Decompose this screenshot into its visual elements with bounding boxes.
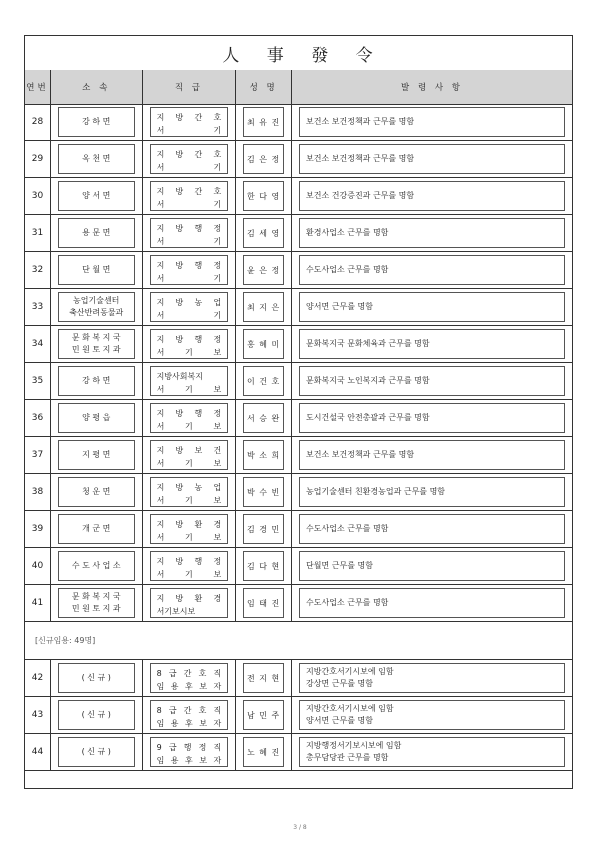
person-name: 이 건 호	[246, 376, 281, 386]
table-row	[25, 326, 572, 363]
name-box	[243, 329, 284, 359]
order-box	[299, 588, 565, 618]
row-name	[236, 511, 292, 547]
department-line: 민 원 토 지 과	[71, 604, 121, 613]
department-box	[58, 107, 135, 137]
order-box	[299, 700, 565, 730]
order-line: 수도사업소 근무를 명함	[306, 524, 389, 533]
order-box	[299, 403, 565, 433]
grade-line: 지 방 환 경	[156, 594, 222, 603]
grade-line: 서 기 보	[156, 422, 222, 431]
department-line: ( 신 규 )	[81, 673, 111, 682]
row-department	[51, 326, 143, 362]
row-grade	[143, 660, 237, 696]
grade-line: 임 용 후 보 자	[156, 756, 222, 765]
row-grade	[143, 252, 237, 288]
order-line: 지방간호서기시보에 임함	[306, 704, 394, 713]
row-name	[236, 660, 292, 696]
row-number: 34	[25, 326, 51, 362]
grade-line: 지방사회복지	[156, 372, 203, 381]
row-name	[236, 697, 292, 733]
grade-line: 지 방 농 업	[156, 298, 222, 307]
grade-line: 지 방 간 호	[156, 187, 222, 196]
row-number: 39	[25, 511, 51, 547]
grade-box	[150, 144, 229, 174]
row-order	[292, 734, 572, 770]
department-box	[58, 737, 135, 767]
order-line: 양서면 근무를 명함	[306, 716, 373, 725]
person-name: 김 은 정	[246, 154, 281, 164]
row-department	[51, 252, 143, 288]
row-department	[51, 585, 143, 621]
document-title: 人 事 發 令	[25, 36, 572, 71]
department-box	[58, 551, 135, 581]
table-row	[25, 511, 572, 548]
department-line: 단 월 면	[82, 265, 111, 274]
grade-box	[150, 440, 229, 470]
row-order	[292, 289, 572, 325]
grade-line: 임 용 후 보 자	[156, 719, 222, 728]
row-order	[292, 511, 572, 547]
row-name	[236, 437, 292, 473]
order-line: 단월면 근무를 명함	[306, 561, 373, 570]
row-department	[51, 697, 143, 733]
name-box	[243, 255, 284, 285]
grade-line: 8 급 간 호 직	[156, 669, 222, 678]
row-name	[236, 178, 292, 214]
row-order	[292, 548, 572, 584]
row-department	[51, 289, 143, 325]
order-box	[299, 144, 565, 174]
row-name	[236, 400, 292, 436]
row-name	[236, 104, 292, 140]
row-department	[51, 178, 143, 214]
name-box	[243, 292, 284, 322]
department-line: 농업기술센터	[73, 296, 120, 305]
order-box	[299, 255, 565, 285]
row-grade	[143, 548, 237, 584]
department-box	[58, 366, 135, 396]
person-name: 남 민 주	[246, 710, 281, 720]
department-line: ( 신 규 )	[81, 710, 111, 719]
name-box	[243, 588, 284, 618]
person-name: 서 승 완	[246, 413, 281, 423]
grade-line: 서 기 보	[156, 348, 222, 357]
table-row	[25, 215, 572, 252]
name-box	[243, 107, 284, 137]
department-box	[58, 588, 135, 618]
grade-line: 지 방 행 정	[156, 335, 222, 344]
row-name	[236, 215, 292, 251]
row-name	[236, 548, 292, 584]
row-number: 38	[25, 474, 51, 510]
person-name: 임 태 진	[246, 598, 281, 608]
name-box	[243, 144, 284, 174]
grade-line: 서 기 보	[156, 533, 222, 542]
row-grade	[143, 697, 237, 733]
person-name: 한 다 영	[246, 191, 281, 201]
grade-box	[150, 663, 229, 693]
name-box	[243, 737, 284, 767]
order-box	[299, 218, 565, 248]
order-box	[299, 663, 565, 693]
order-line: 보건소 보건정책과 근무를 명함	[306, 117, 415, 126]
person-name: 최 지 은	[246, 302, 281, 312]
grade-line: 서 기	[156, 237, 222, 246]
order-box	[299, 551, 565, 581]
department-line: 용 문 면	[82, 228, 111, 237]
department-box	[58, 255, 135, 285]
row-name	[236, 326, 292, 362]
department-box	[58, 514, 135, 544]
row-number: 32	[25, 252, 51, 288]
row-number: 41	[25, 585, 51, 621]
row-order	[292, 697, 572, 733]
header-name: 성 명	[236, 70, 292, 104]
grade-line: 서 기	[156, 126, 222, 135]
row-number: 37	[25, 437, 51, 473]
grade-line: 서 기	[156, 163, 222, 172]
grade-box	[150, 181, 229, 211]
order-box	[299, 477, 565, 507]
order-box	[299, 107, 565, 137]
grade-line: 서 기 보	[156, 385, 222, 394]
name-box	[243, 440, 284, 470]
grade-line: 서 기	[156, 311, 222, 320]
order-box	[299, 292, 565, 322]
row-number: 29	[25, 141, 51, 177]
row-number: 36	[25, 400, 51, 436]
order-box	[299, 366, 565, 396]
department-box	[58, 663, 135, 693]
order-line: 수도사업소 근무를 명함	[306, 598, 389, 607]
department-line: 강 하 면	[82, 376, 111, 385]
department-line: 민 원 토 지 과	[71, 345, 121, 354]
table-row	[25, 660, 572, 697]
grade-line: 서 기	[156, 200, 222, 209]
row-grade	[143, 215, 237, 251]
row-department	[51, 215, 143, 251]
department-line: 지 평 면	[82, 450, 111, 459]
grade-line: 서기보시보	[156, 607, 196, 616]
person-name: 전 지 현	[246, 673, 281, 683]
order-line: 농업기술센터 친환경농업과 근무를 명함	[306, 487, 446, 496]
table-row	[25, 141, 572, 178]
grade-box	[150, 292, 229, 322]
row-order	[292, 474, 572, 510]
department-line: 축산반려동물과	[69, 308, 124, 317]
grade-box	[150, 255, 229, 285]
name-box	[243, 366, 284, 396]
grade-line: 9 급 행 정 직	[156, 743, 222, 752]
person-name: 최 유 진	[246, 117, 281, 127]
department-box	[58, 403, 135, 433]
order-line: 보건소 건강증진과 근무를 명함	[306, 191, 415, 200]
row-order	[292, 215, 572, 251]
order-box	[299, 514, 565, 544]
order-line: 도시건설국 안전총괄과 근무를 명함	[306, 413, 430, 422]
order-line: 총무담당관 근무를 명함	[306, 753, 389, 762]
row-number: 44	[25, 734, 51, 770]
person-name: 홍 혜 미	[246, 339, 281, 349]
grade-line: 임 용 후 보 자	[156, 682, 222, 691]
table-row	[25, 585, 572, 622]
row-grade	[143, 289, 237, 325]
header-grade: 직 급	[143, 70, 237, 104]
row-number: 43	[25, 697, 51, 733]
order-line: 환경사업소 근무를 명함	[306, 228, 389, 237]
row-department	[51, 660, 143, 696]
row-number: 40	[25, 548, 51, 584]
row-name	[236, 585, 292, 621]
row-name	[236, 289, 292, 325]
table-row	[25, 289, 572, 326]
row-department	[51, 474, 143, 510]
department-line: 문 화 복 지 국	[71, 592, 121, 601]
row-name	[236, 474, 292, 510]
grade-line: 서 기 보	[156, 570, 222, 579]
row-number: 33	[25, 289, 51, 325]
grade-box	[150, 329, 229, 359]
header-number: 연번	[25, 70, 51, 104]
order-line: 지방간호서기시보에 임함	[306, 667, 394, 676]
grade-box	[150, 700, 229, 730]
grade-box	[150, 588, 229, 618]
row-number: 42	[25, 660, 51, 696]
grade-line: 지 방 간 호	[156, 150, 222, 159]
row-number: 31	[25, 215, 51, 251]
department-box	[58, 218, 135, 248]
person-name: 박 수 빈	[246, 487, 281, 497]
department-line: 양 평 읍	[82, 413, 111, 422]
name-box	[243, 477, 284, 507]
section-row	[25, 622, 572, 660]
person-name: 박 소 희	[246, 450, 281, 460]
grade-box	[150, 218, 229, 248]
department-box	[58, 700, 135, 730]
grade-line: 서 기 보	[156, 459, 222, 468]
name-box	[243, 700, 284, 730]
department-box	[58, 440, 135, 470]
row-grade	[143, 363, 237, 399]
row-order	[292, 400, 572, 436]
grade-line: 지 방 보 건	[156, 446, 222, 455]
grade-line: 지 방 간 호	[156, 113, 222, 122]
header-order: 발 령 사 항	[401, 83, 463, 93]
row-name	[236, 141, 292, 177]
grade-line: 서 기	[156, 274, 222, 283]
row-department	[51, 104, 143, 140]
order-line: 수도사업소 근무를 명함	[306, 265, 389, 274]
row-grade	[143, 326, 237, 362]
department-line: 강 하 면	[82, 117, 111, 126]
grade-line: 서 기 보	[156, 496, 222, 505]
department-line: 옥 천 면	[82, 154, 111, 163]
table-row	[25, 474, 572, 511]
grade-box	[150, 107, 229, 137]
table-row	[25, 548, 572, 585]
person-name: 김 다 현	[246, 561, 281, 571]
person-name: 노 혜 진	[246, 747, 281, 757]
name-box	[243, 181, 284, 211]
row-order	[292, 178, 572, 214]
grade-line: 지 방 행 정	[156, 409, 222, 418]
person-name: 김 세 영	[246, 228, 281, 238]
department-box	[58, 477, 135, 507]
row-name	[236, 252, 292, 288]
grade-line: 지 방 행 정	[156, 261, 222, 270]
order-line: 문화복지국 문화체육과 근무를 명함	[306, 339, 430, 348]
row-order	[292, 326, 572, 362]
department-box	[58, 329, 135, 359]
row-department	[51, 437, 143, 473]
row-department	[51, 363, 143, 399]
department-line: 개 군 면	[82, 524, 111, 533]
order-line: 지방행정서기보시보에 임함	[306, 741, 402, 750]
name-box	[243, 514, 284, 544]
row-order	[292, 363, 572, 399]
row-department	[51, 400, 143, 436]
table-row	[25, 437, 572, 474]
grade-box	[150, 737, 229, 767]
row-order	[292, 104, 572, 140]
grade-box	[150, 403, 229, 433]
order-box	[299, 181, 565, 211]
personnel-table	[24, 35, 573, 789]
grade-line: 8 급 간 호 직	[156, 706, 222, 715]
name-box	[243, 551, 284, 581]
row-number: 35	[25, 363, 51, 399]
name-box	[243, 403, 284, 433]
department-box	[58, 181, 135, 211]
row-order	[292, 437, 572, 473]
row-order	[292, 141, 572, 177]
table-row	[25, 734, 572, 771]
table-row	[25, 363, 572, 400]
row-grade	[143, 437, 237, 473]
row-name	[236, 363, 292, 399]
grade-box	[150, 477, 229, 507]
table-header	[25, 70, 572, 105]
grade-box	[150, 366, 229, 396]
table-row	[25, 104, 572, 141]
page-number: 3 / 8	[293, 824, 307, 831]
table-row	[25, 252, 572, 289]
grade-box	[150, 551, 229, 581]
row-number: 28	[25, 104, 51, 140]
department-box	[58, 144, 135, 174]
row-grade	[143, 474, 237, 510]
row-grade	[143, 734, 237, 770]
row-department	[51, 511, 143, 547]
order-box	[299, 440, 565, 470]
person-name: 윤 은 정	[246, 265, 281, 275]
row-name	[236, 734, 292, 770]
row-order	[292, 585, 572, 621]
row-grade	[143, 585, 237, 621]
row-department	[51, 548, 143, 584]
order-box	[299, 329, 565, 359]
row-grade	[143, 104, 237, 140]
order-line: 강상면 근무를 명함	[306, 679, 373, 688]
department-line: 문 화 복 지 국	[71, 333, 121, 342]
table-row	[25, 400, 572, 437]
row-department	[51, 734, 143, 770]
grade-line: 지 방 환 경	[156, 520, 222, 529]
row-department	[51, 141, 143, 177]
grade-line: 지 방 행 정	[156, 557, 222, 566]
department-line: ( 신 규 )	[81, 747, 111, 756]
table-row	[25, 697, 572, 734]
department-line: 양 서 면	[82, 191, 111, 200]
header-department: 소 속	[51, 70, 143, 104]
row-order	[292, 660, 572, 696]
row-grade	[143, 511, 237, 547]
row-grade	[143, 178, 237, 214]
row-order	[292, 252, 572, 288]
name-box	[243, 218, 284, 248]
order-box	[299, 737, 565, 767]
order-line: 보건소 보건정책과 근무를 명함	[306, 154, 415, 163]
order-line: 양서면 근무를 명함	[306, 302, 373, 311]
grade-box	[150, 514, 229, 544]
grade-line: 지 방 농 업	[156, 483, 222, 492]
table-row	[25, 178, 572, 215]
row-grade	[143, 400, 237, 436]
name-box	[243, 663, 284, 693]
row-number: 30	[25, 178, 51, 214]
department-line: 수 도 사 업 소	[71, 561, 121, 570]
section-label: [신규임용: 49명]	[35, 636, 96, 645]
order-line: 문화복지국 노인복지과 근무를 명함	[306, 376, 430, 385]
person-name: 김 경 민	[246, 524, 281, 534]
grade-line: 지 방 행 정	[156, 224, 222, 233]
order-line: 보건소 보건정책과 근무를 명함	[306, 450, 415, 459]
department-box	[58, 292, 135, 322]
department-line: 청 운 면	[82, 487, 111, 496]
row-grade	[143, 141, 237, 177]
